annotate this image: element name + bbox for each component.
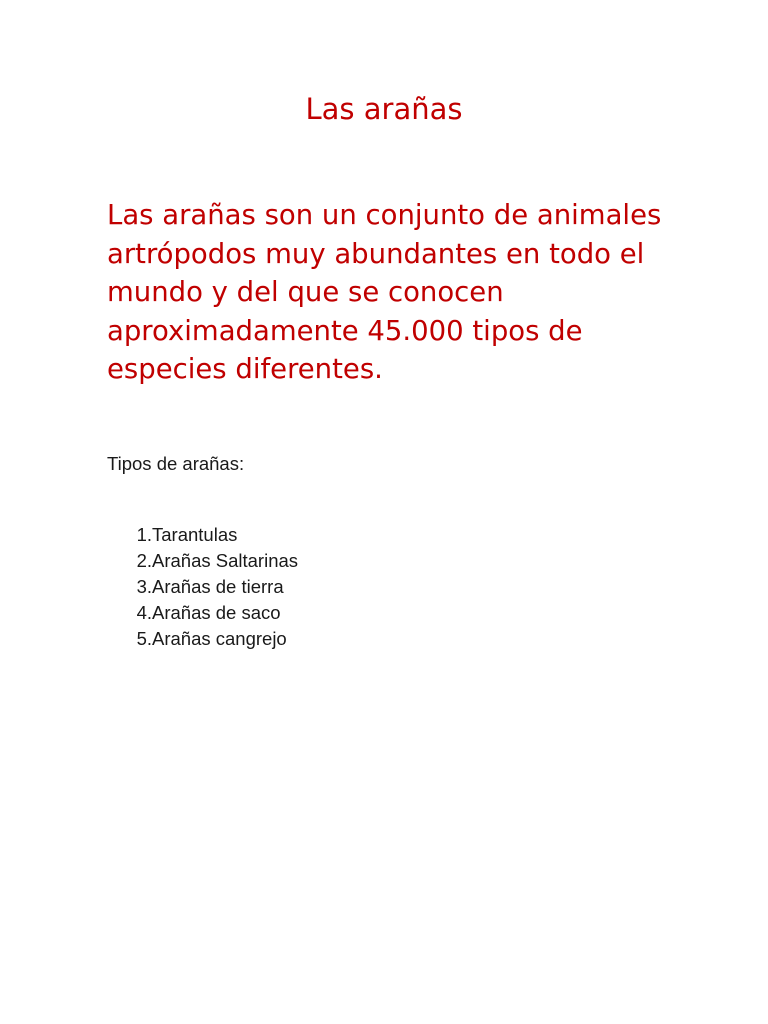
list-item-label: Arañas cangrejo xyxy=(152,628,287,649)
list-item xyxy=(107,548,298,574)
list-item-label: Arañas de tierra xyxy=(152,576,284,597)
list-item-number: 4. xyxy=(136,602,152,623)
types-label: Tipos de arañas: xyxy=(107,453,245,474)
list-item-label: Arañas Saltarinas xyxy=(152,550,299,571)
list-item-label: Arañas de saco xyxy=(152,602,281,623)
list-item-number: 1. xyxy=(136,524,152,545)
list-item xyxy=(107,626,298,652)
list-item xyxy=(107,600,298,626)
intro-paragraph: Las arañas son un conjunto de animales artrópodos muy abundantes en todo el mundo y del que se conocen aproximadamente 45.000 tipos de especies diferentes. xyxy=(107,199,662,385)
list-item xyxy=(107,574,298,600)
list-item-label: Tarantulas xyxy=(152,524,238,545)
spider-types-list xyxy=(107,522,298,652)
list-item-number: 3. xyxy=(136,576,152,597)
document-title: Las arañas xyxy=(305,92,463,126)
list-item-number: 2. xyxy=(136,550,152,571)
list-item xyxy=(107,522,298,548)
list-item-number: 5. xyxy=(136,628,152,649)
